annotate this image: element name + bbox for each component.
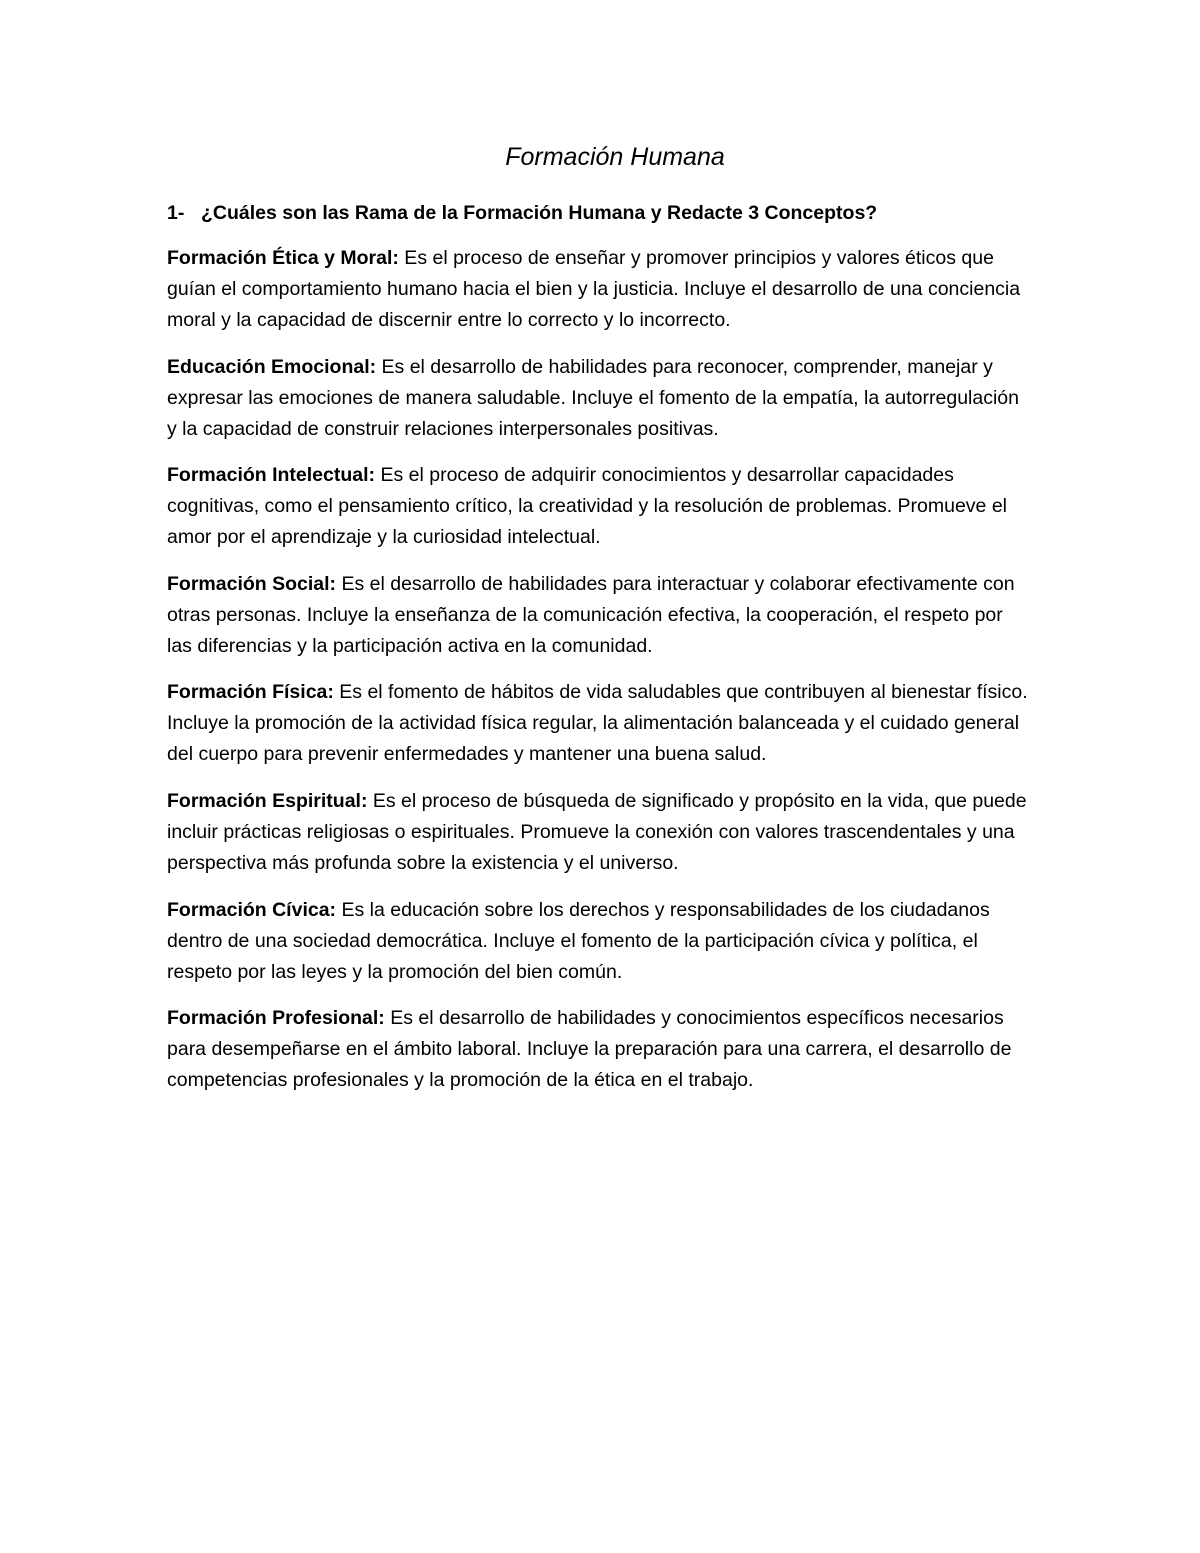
branch-name: Educación Emocional: (167, 355, 377, 378)
branch-description: Es el proceso de búsqueda de significado y propósito en la vida, que puede incluir prácticas religiosas o espirituales. Promueve la conexión con valores trascendentales y una perspectiva más profunda sobre la existencia y el universo. (167, 789, 1027, 874)
branch-list (167, 243, 1033, 1112)
branch-paragraph-intelectual (167, 460, 1033, 553)
question-heading (167, 198, 1067, 228)
branch-name: Formación Ética y Moral: (167, 247, 399, 269)
branch-description: Es la educación sobre los derechos y responsabilidades de los ciudadanos dentro de una sociedad democrática. Incluye el fomento de la participación cívica y política, el respeto por las leyes y la promoción del bien común. (167, 898, 990, 983)
question-text: ¿Cuáles son las Rama de la Formación Humana y Redacte 3 Conceptos? (201, 202, 878, 224)
branch-paragraph-espiritual (167, 786, 1033, 879)
branch-description: Es el proceso de enseñar y promover principios y valores éticos que guían el comportamiento humano hacia el bien y la justicia. Incluye el desarrollo de una conciencia moral y la capacidad de discernir entre lo correcto y lo incorrecto. (167, 247, 1021, 331)
branch-name: Formación Espiritual: (167, 789, 368, 812)
branch-description: Es el desarrollo de habilidades para reconocer, comprender, manejar y expresar las emociones de manera saludable. Incluye el fomento de la empatía, la autorregulación y la capacidad de construir relaciones interpersonales positivas. (167, 355, 1020, 440)
branch-description: Es el proceso de adquirir conocimientos y desarrollar capacidades cognitivas, como el pensamiento crítico, la creatividad y la resolución de problemas. Promueve el amor por el aprendizaje y la curiosidad intelectual. (167, 464, 1007, 549)
question-number: 1- (167, 202, 185, 224)
branch-description: Es el fomento de hábitos de vida saludables que contribuyen al bienestar físico. Incluye la promoción de la actividad física regular, la alimentación balanceada y el cuidado general del cuerpo para prevenir enfermedades y mantener una buena salud. (167, 681, 1028, 766)
branch-description: Es el desarrollo de habilidades para interactuar y colaborar efectivamente con otras personas. Incluye la enseñanza de la comunicación efectiva, la cooperación, el respeto por las diferencias y la participación activa en la comunidad. (167, 572, 1015, 657)
branch-name: Formación Intelectual: (167, 464, 376, 487)
document-title: Formación Humana (505, 143, 725, 171)
branch-paragraph-fisica (167, 677, 1033, 770)
branch-paragraph-social (167, 569, 1033, 662)
branch-paragraph-emocional (167, 352, 1033, 445)
branch-name: Formación Social: (167, 572, 337, 595)
branch-name: Formación Cívica: (167, 898, 337, 921)
branch-paragraph-etica-moral (167, 243, 1033, 336)
branch-name: Formación Física: (167, 681, 334, 704)
branch-description: Es el desarrollo de habilidades y conocimientos específicos necesarios para desempeñarse en el ámbito laboral. Incluye la preparación para una carrera, el desarrollo de competencias profesionales y la promoción de la ética en el trabajo. (167, 1007, 1012, 1092)
branch-paragraph-profesional (167, 1003, 1033, 1096)
branch-paragraph-civica (167, 895, 1033, 988)
branch-name: Formación Profesional: (167, 1007, 385, 1030)
